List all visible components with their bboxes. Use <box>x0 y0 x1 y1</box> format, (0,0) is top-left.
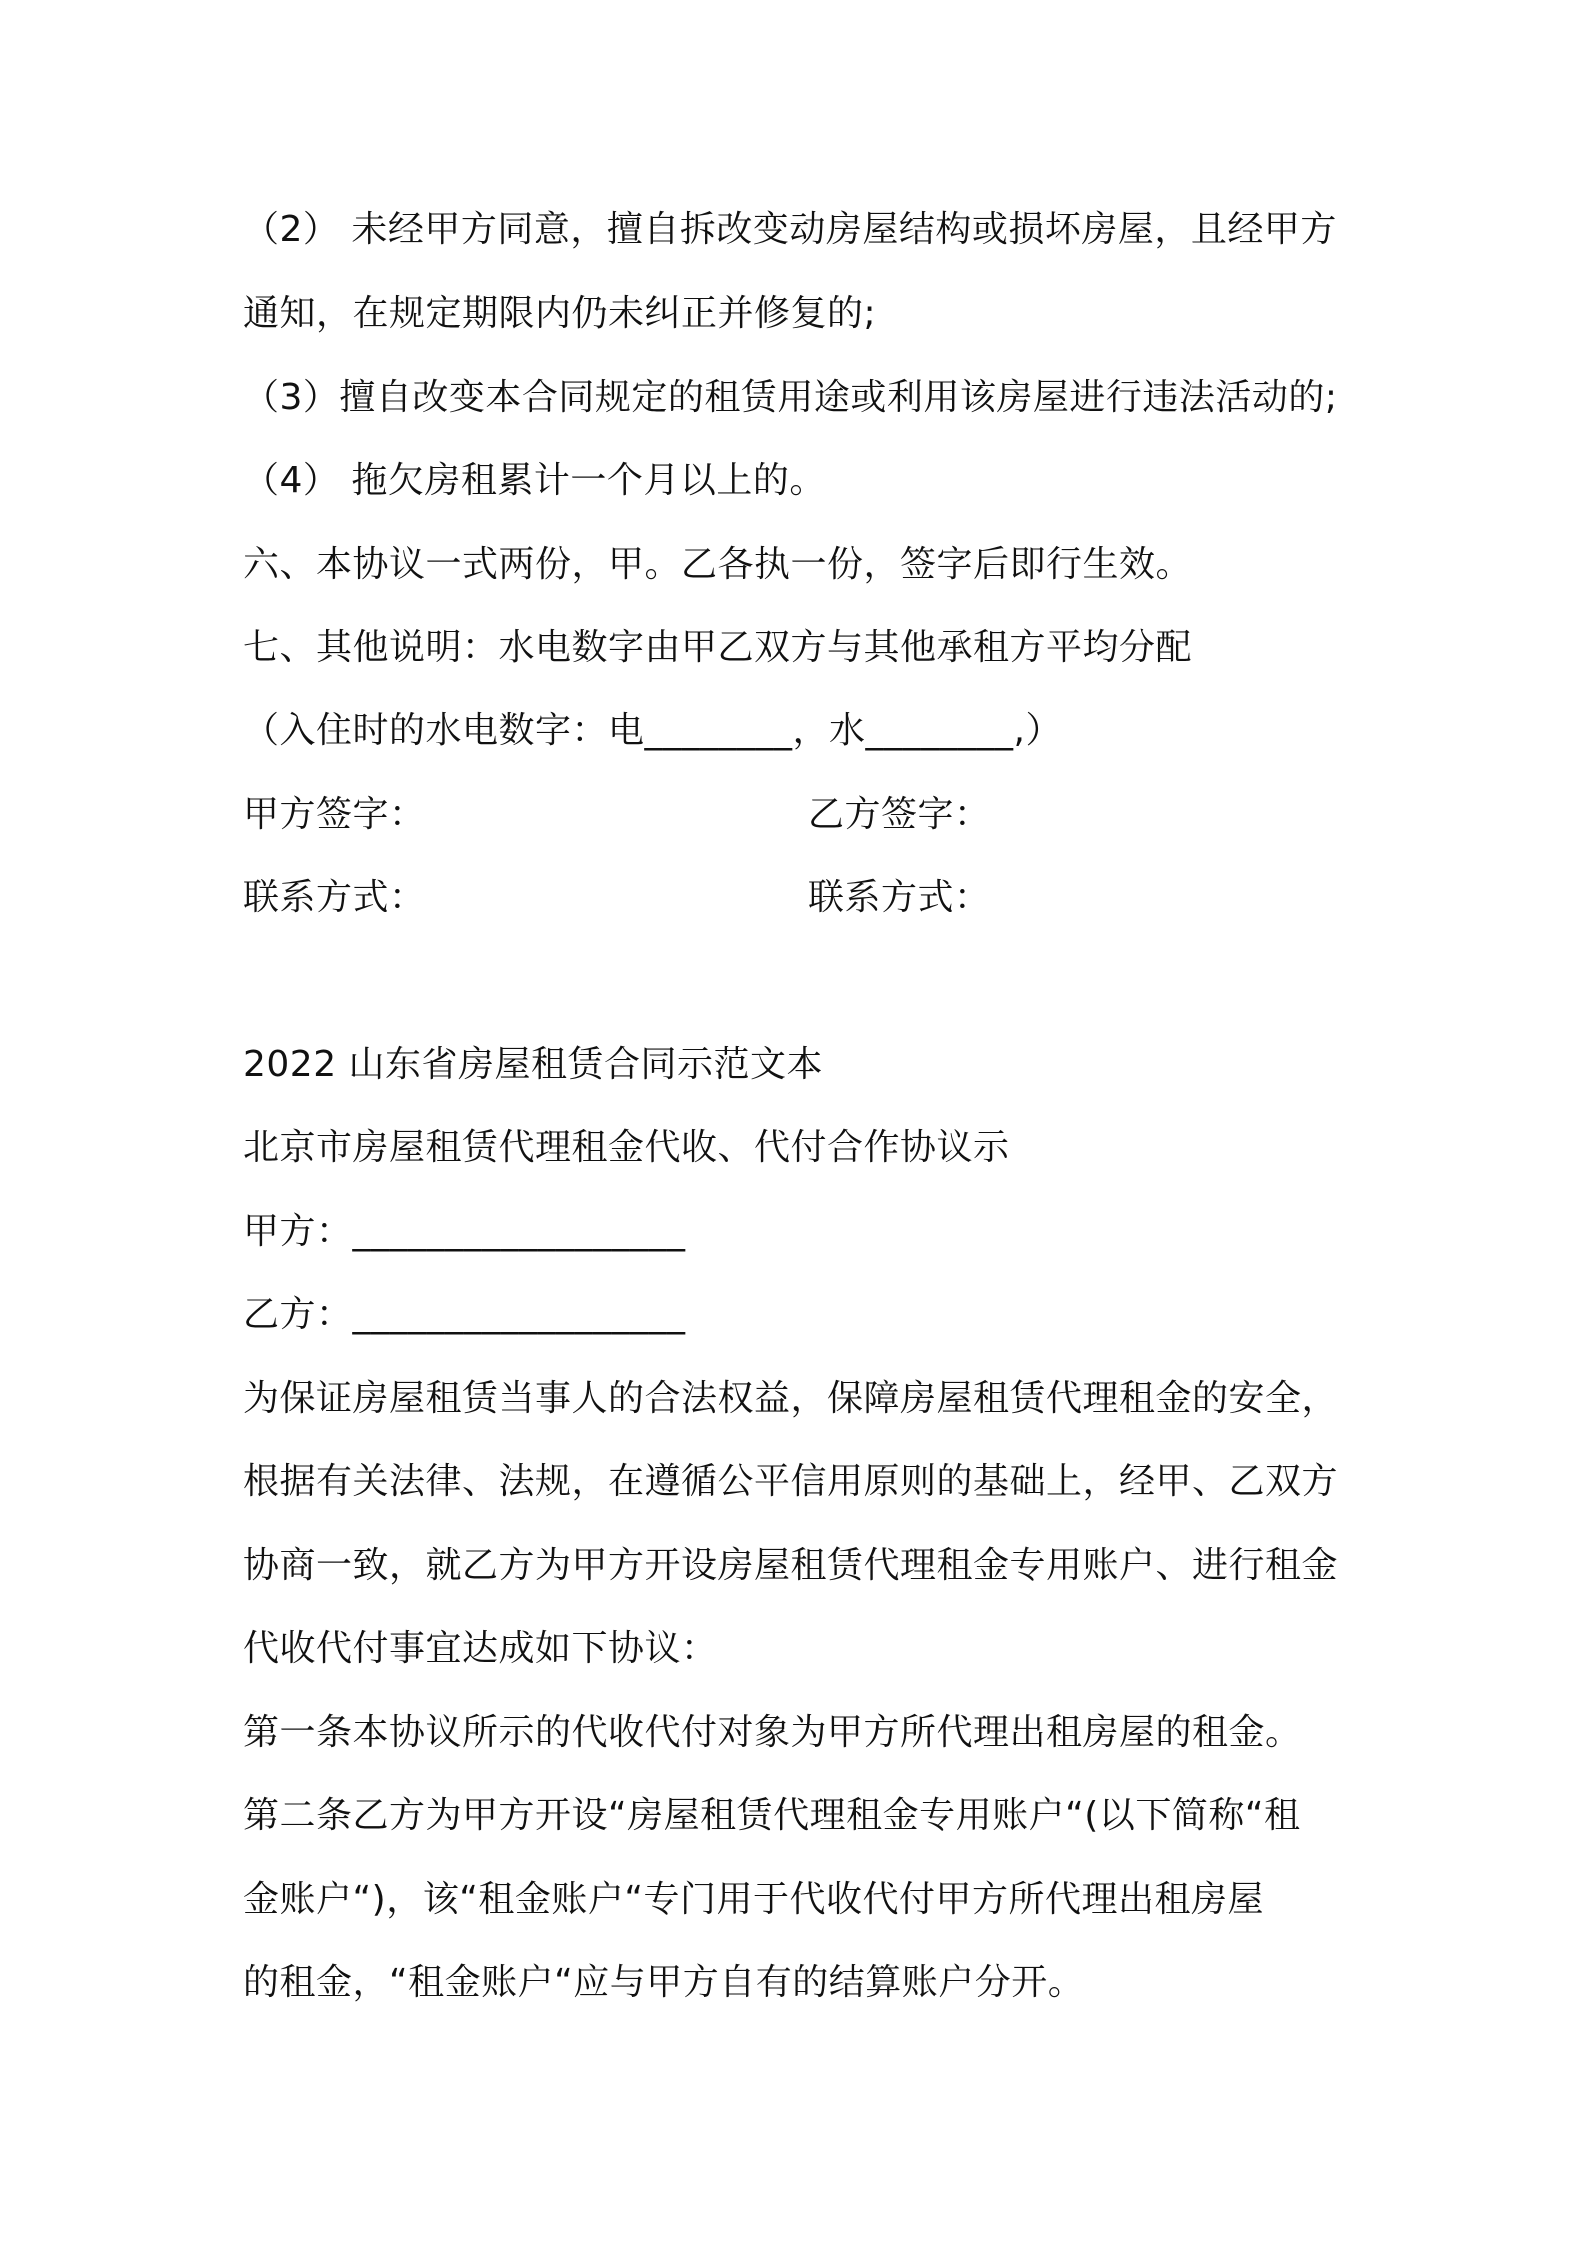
document-subtitle: 北京市房屋租赁代理租金代收、代付合作协议示 <box>243 1127 1010 1168</box>
party-a-signature-label: 甲方签字： <box>243 794 426 835</box>
intro-line-4: 代收代付事宜达成如下协议： <box>243 1628 718 1669</box>
clause-item-3: （3）擅自改变本合同规定的租赁用途或利用该房屋进行违法活动的; <box>243 377 1338 418</box>
party-b-contact-label: 联系方式： <box>808 877 991 918</box>
article-2-line-3: 的租金，“租金账户“应与甲方自有的结算账户分开。 <box>243 1962 1085 2003</box>
party-b-signature-label: 乙方签字： <box>808 794 991 835</box>
clause-item-2-line-2: 通知，在规定期限内仍未纠正并修复的; <box>243 293 877 334</box>
intro-line-1: 为保证房屋租赁当事人的合法权益，保障房屋租赁代理租金的安全， <box>243 1378 1339 1419</box>
article-2-line-2: 金账户“)，该“租金账户“专门用于代收代付甲方所代理出租房屋 <box>243 1879 1264 1920</box>
intro-line-3: 协商一致，就乙方为甲方开设房屋租赁代理租金专用账户、进行租金 <box>243 1545 1339 1586</box>
party-a-contact-label: 联系方式： <box>243 877 426 918</box>
clause-item-4: （4） 拖欠房租累计一个月以上的。 <box>243 460 826 501</box>
clause-7-detail: （入住时的水电数字：电________，水________,） <box>243 710 1062 751</box>
clause-item-2-line-1: （2） 未经甲方同意，擅自拆改变动房屋结构或损坏房屋，且经甲方 <box>243 209 1337 250</box>
article-1: 第一条本协议所示的代收代付对象为甲方所代理出租房屋的租金。 <box>243 1712 1302 1753</box>
clause-7: 七、其他说明：水电数字由甲乙双方与其他承租方平均分配 <box>243 627 1193 668</box>
intro-line-2: 根据有关法律、法规，在遵循公平信用原则的基础上，经甲、乙双方 <box>243 1461 1339 1502</box>
article-2-line-1: 第二条乙方为甲方开设“房屋租赁代理租金专用账户“(以下简称“租 <box>243 1795 1301 1836</box>
clause-6: 六、本协议一式两份，甲。乙各执一份，签字后即行生效。 <box>243 544 1193 585</box>
document-title: 2022 山东省房屋租赁合同示范文本 <box>243 1044 824 1085</box>
party-a-field: 甲方：__________________ <box>243 1211 686 1252</box>
party-b-field: 乙方：__________________ <box>243 1294 686 1335</box>
